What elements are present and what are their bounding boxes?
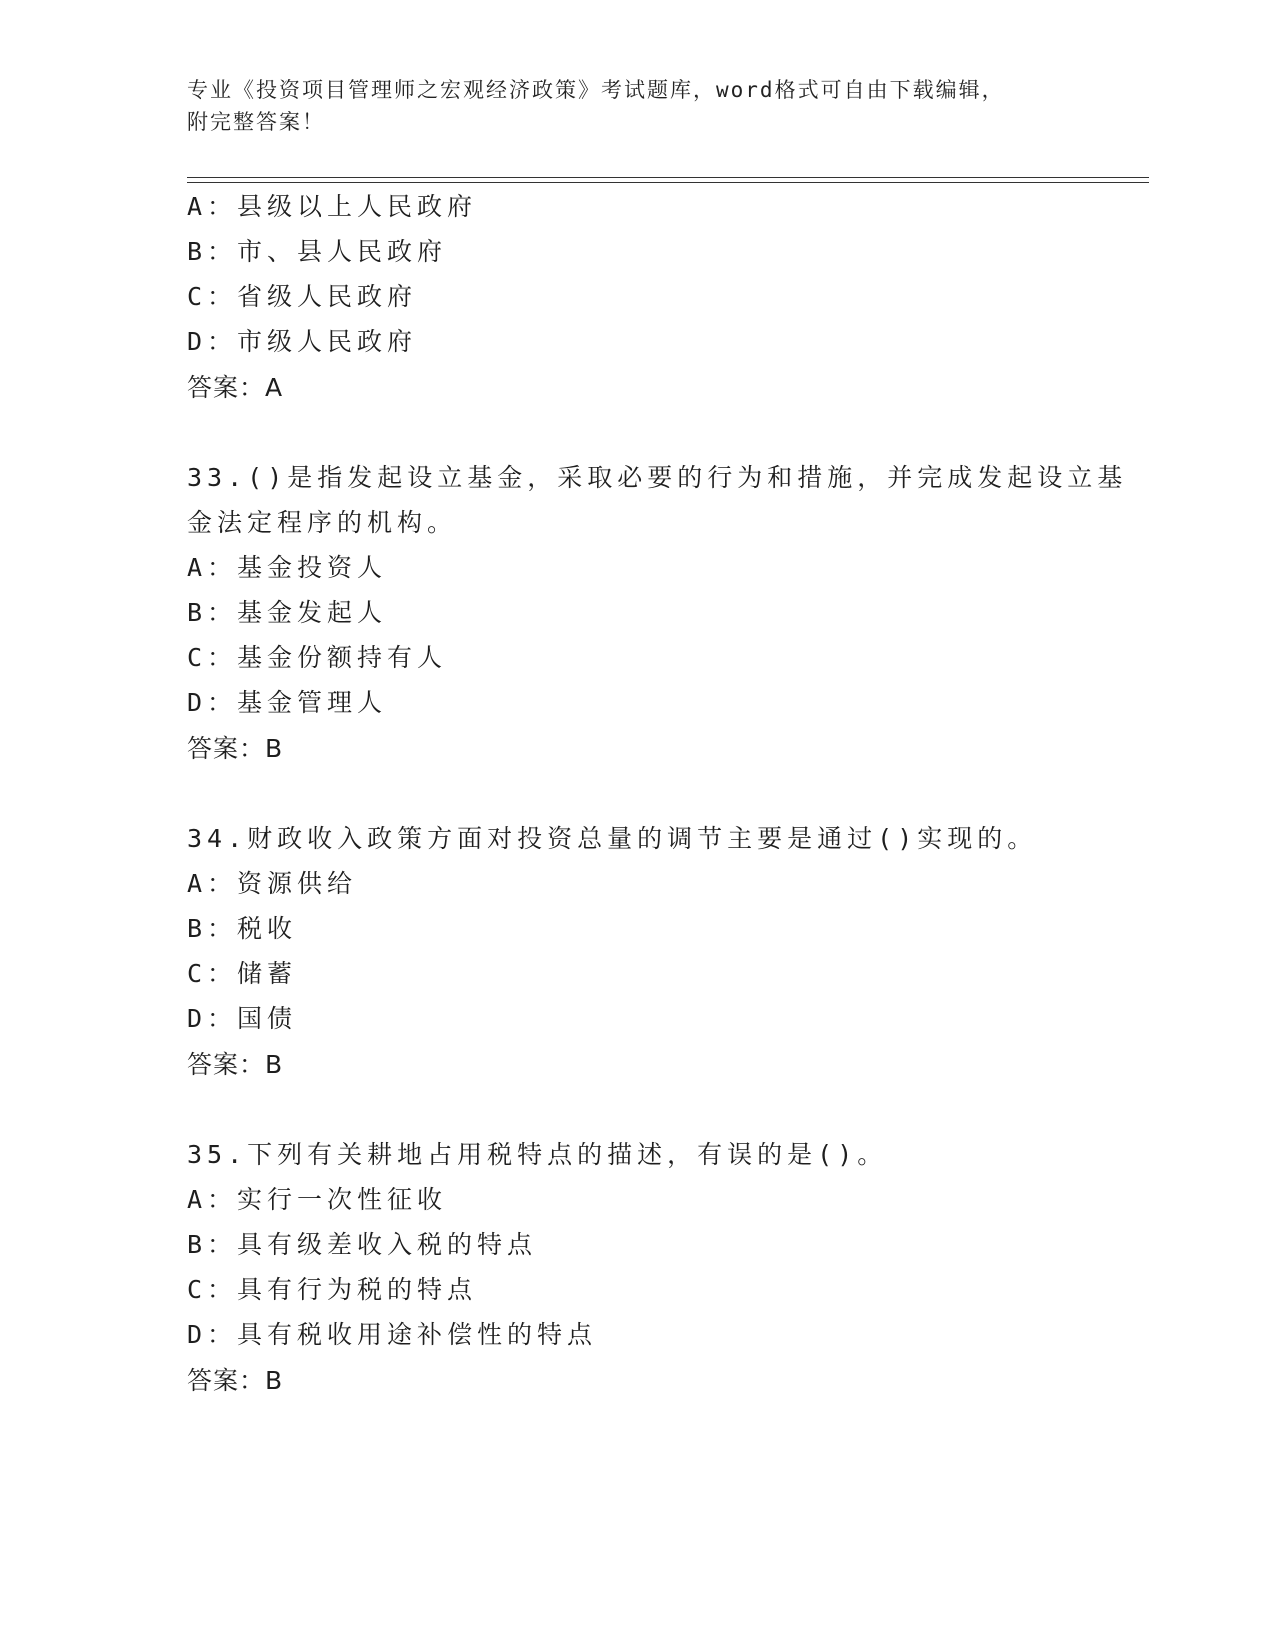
document-header [187, 74, 1087, 138]
q35-option-b: B：具有级差收入税的特点 [187, 1230, 538, 1259]
q34-option-a: A：资源供给 [187, 869, 358, 898]
q-prev-option-d: D：市级人民政府 [187, 327, 418, 356]
q35-option-d: D：具有税收用途补偿性的特点 [187, 1320, 598, 1349]
q34-stem-line-1: 34.财政收入政策方面对投资总量的调节主要是通过()实现的。 [187, 824, 1038, 853]
q35-answer: 答案：B [187, 1366, 284, 1395]
q33-option-d: D：基金管理人 [187, 688, 388, 717]
q35-option-c: C：具有行为税的特点 [187, 1275, 478, 1304]
q-prev-option-b: B：市、县人民政府 [187, 237, 448, 266]
q34-option-d: D：国债 [187, 1004, 298, 1033]
q33-stem-line-2: 金法定程序的机构。 [187, 508, 458, 537]
header-line-1: 专业《投资项目管理师之宏观经济政策》考试题库，word格式可自由下载编辑， [187, 78, 1005, 102]
q34-option-c: C：储蓄 [187, 959, 298, 988]
q33-option-b: B：基金发起人 [187, 598, 388, 627]
q-prev-answer: 答案：A [187, 373, 284, 402]
q35-stem-line-1: 35.下列有关耕地占用税特点的描述，有误的是()。 [187, 1140, 888, 1169]
header-rule-top [187, 177, 1149, 178]
q33-option-c: C：基金份额持有人 [187, 643, 448, 672]
q33-answer: 答案：B [187, 734, 284, 763]
header-rule-bottom [187, 182, 1149, 183]
q33-stem-line-1: 33.()是指发起设立基金，采取必要的行为和措施，并完成发起设立基 [187, 463, 1128, 492]
q35-option-a: A：实行一次性征收 [187, 1185, 448, 1214]
q34-option-b: B：税收 [187, 914, 298, 943]
q34-answer: 答案：B [187, 1050, 284, 1079]
q-prev-option-a: A：县级以上人民政府 [187, 192, 478, 221]
header-line-2: 附完整答案！ [187, 110, 325, 134]
q33-option-a: A：基金投资人 [187, 553, 388, 582]
q-prev-option-c: C：省级人民政府 [187, 282, 418, 311]
